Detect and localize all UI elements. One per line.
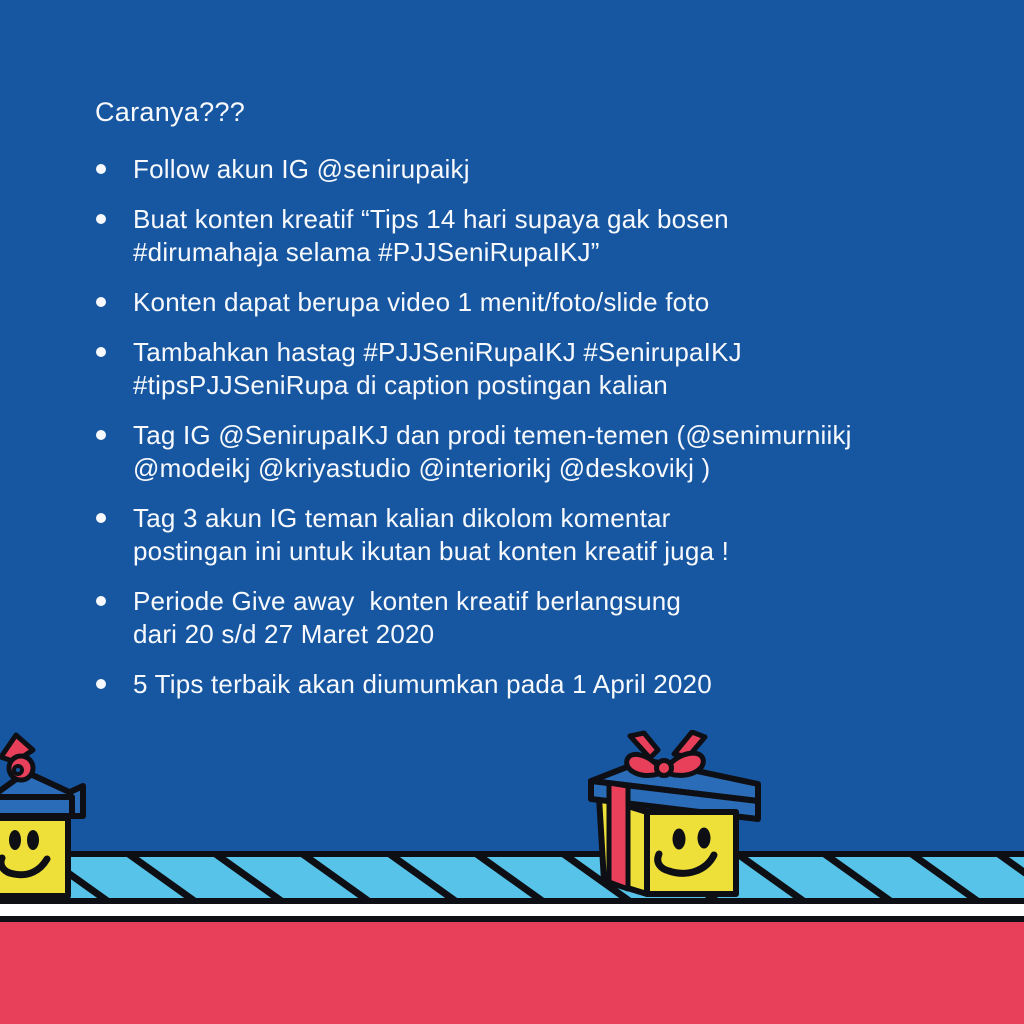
ribbon-stripe [609,783,628,889]
bullet-item-tag-teman [95,502,974,568]
bullet-item-buat-konten [95,203,974,269]
bullet-text: dari 20 s/d 27 Maret 2020 [133,619,435,649]
bullet-item-periode [95,585,974,651]
bullet-dot-icon [96,214,106,224]
bullet-text: Tambahkan hastag #PJJSeniRupaIKJ #SenirupaIKJ [133,337,742,367]
bullet-text: #dirumahaja selama #PJJSeniRupaIKJ” [133,237,600,267]
gift-box-icon [591,732,758,894]
bullet-text: @modeikj @kriyastudio @interiorikj @deskovikj ) [133,453,711,483]
bullet-text: Follow akun IG @senirupaikj [133,154,470,184]
illustration-scene [0,730,1024,1024]
bullet-text: Konten dapat berupa video 1 menit/foto/slide foto [133,287,710,317]
bullet-item-hashtag [95,336,974,402]
bullet-text: postingan ini untuk ikutan buat konten kreatif juga ! [133,536,729,566]
rules-section [95,96,974,718]
red-band [0,922,1024,1024]
bullet-item-tag-ig [95,419,974,485]
ribbon-bow-icon [1,735,33,780]
box-face [0,818,68,896]
bullet-dot-icon [96,297,106,307]
bullet-text: Tag IG @SenirupaIKJ dan prodi temen-temen (@senimurniikj [133,420,852,450]
eye [9,830,21,850]
bullet-item-pengumuman [95,668,974,701]
eye [698,828,711,849]
belt-top-edge [0,851,1024,857]
bullet-dot-icon [96,347,106,357]
bullet-text: Tag 3 akun IG teman kalian dikolom komentar [133,503,671,533]
bullet-text: Periode Give away konten kreatif berlangsung [133,586,682,616]
bullet-text: #tipsPJJSeniRupa di caption postingan kalian [133,370,668,400]
bow-knot [657,761,672,776]
bullet-dot-icon [96,164,106,174]
ribbon-bow-icon [627,732,705,776]
bullet-item-follow [95,153,974,186]
bullet-dot-icon [96,596,106,606]
bullet-text: 5 Tips terbaik akan diumumkan pada 1 April 2020 [133,669,712,699]
bullet-item-jenis-konten [95,286,974,319]
bullet-text: Buat konten kreatif “Tips 14 hari supaya gak bosen [133,204,729,234]
eye [27,830,39,850]
eye [673,829,686,850]
belt-bottom-edge [0,898,1024,904]
floor-edge [0,916,1024,922]
white-strip [0,904,1024,916]
bow-loop [668,753,703,775]
page-title: Caranya??? [95,97,246,127]
conveyor-belt [0,850,1024,905]
bullet-dot-icon [96,679,106,689]
ribbon-curl-hole [14,766,22,774]
bullet-dot-icon [96,513,106,523]
lid-band [0,797,72,816]
gift-box-icon [0,735,83,896]
bullet-dot-icon [96,430,106,440]
